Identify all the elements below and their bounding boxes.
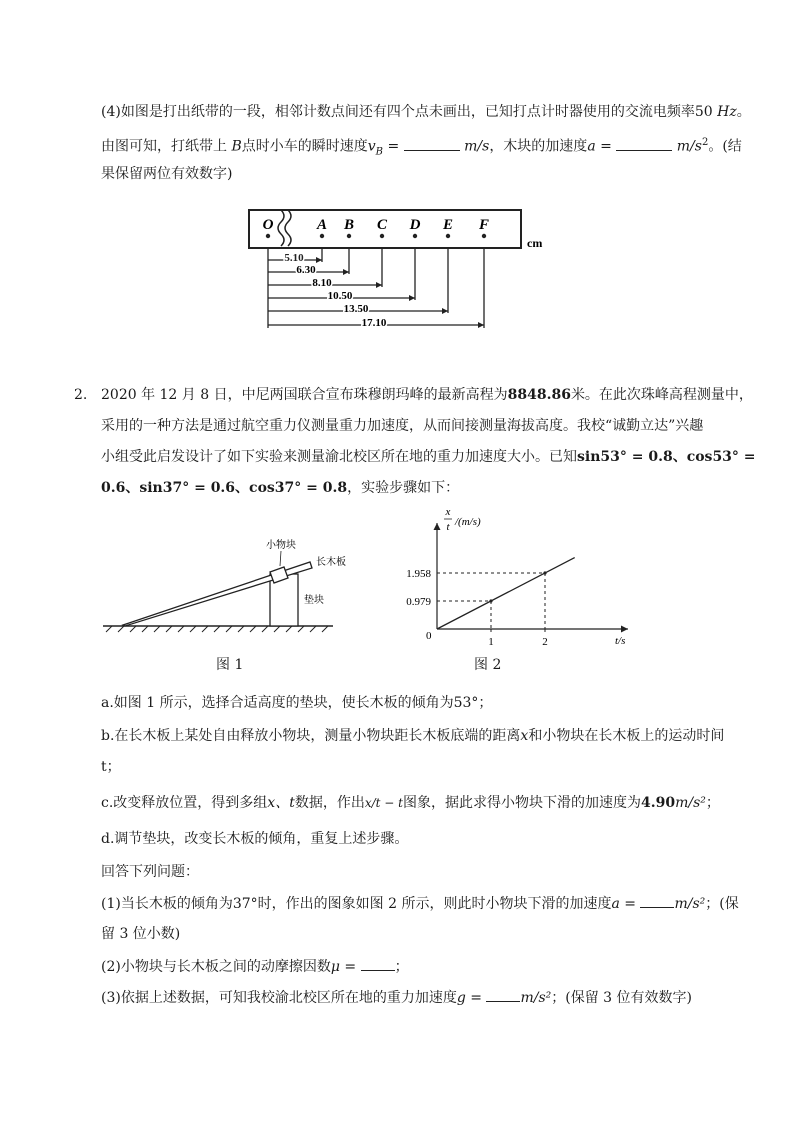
tape-dist-OC: 8.10 (312, 277, 332, 289)
tape-dot-C (380, 234, 384, 238)
fit-line (437, 558, 575, 629)
tape-dot-F (482, 234, 486, 238)
tape-break-mark-2 (285, 210, 291, 246)
step-d: d.调节垫块，改变长木板的倾角，重复上述步骤。 (101, 831, 409, 847)
block-label: 小物块 (266, 540, 296, 551)
board-label: 长木板 (316, 557, 346, 568)
part4-line2: 由图可知，打纸带上 B点时小车的瞬时速度$v_B = m/s$，木块的加速度$a = m/s^2$。(结 (101, 137, 742, 158)
tape-dist-OF: 17.10 (361, 317, 387, 329)
x-tick-label-1: 1 (488, 636, 494, 648)
tape-dist-OB: 6.30 (296, 264, 316, 276)
questions-intro: 回答下列问题： (101, 864, 199, 880)
y-label-numerator: x (445, 506, 451, 518)
answer-blank-accel-37[interactable] (640, 893, 674, 908)
pad-label: 垫块 (304, 595, 324, 606)
figure-1-incline (98, 528, 346, 638)
y-tick-label-1: 0.979 (406, 596, 431, 609)
tape-point-F: F (478, 217, 490, 233)
x-label: t/s (615, 635, 626, 647)
tape-dot-O (266, 234, 270, 238)
paper-tape-figure (248, 208, 568, 332)
tape-break-mark (278, 210, 284, 246)
tape-dot-A (320, 234, 324, 238)
answer-blank-vb[interactable] (404, 136, 460, 151)
q2-line4: 0.6、sin37° = 0.6、cos37° = 0.8，实验步骤如下： (101, 480, 460, 496)
tape-point-D: D (409, 217, 421, 233)
subquestion-1-line2: 留 3 位小数) (101, 926, 181, 942)
y-tick-label-2: 1.958 (406, 568, 431, 581)
subquestion-1-line1: (1)当长木板的倾角为37°时，作出的图象如图 2 所示，则此时小物块下滑的加速度a = m/s²；(保 (101, 893, 739, 914)
tape-dot-D (413, 234, 417, 238)
tape-unit: cm (527, 236, 543, 250)
tape-dist-OD: 10.50 (327, 290, 353, 302)
question-2-number: 2. (74, 387, 88, 403)
answer-blank-a[interactable] (616, 136, 672, 151)
step-b-line2: t； (101, 759, 121, 775)
figure-1-caption: 图 1 (216, 657, 244, 673)
tape-dist-OE: 13.50 (343, 303, 369, 315)
part4-line1: (4)如图是打出纸带的一段，相邻计数点间还有四个点未画出，已知打点计时器使用的交流电频率50 Hz。 (101, 104, 751, 120)
x-tick-label-2: 2 (542, 636, 548, 648)
subquestion-3: (3)依据上述数据，可知我校渝北校区所在地的重力加速度g = m/s²；(保留 3 位有效数字) (101, 987, 692, 1008)
step-c: c.改变释放位置，得到多组x、t数据，作出x/t − t图象，据此求得小物块下滑的加速度为4.90m/s²； (101, 795, 720, 811)
tape-point-E: E (442, 217, 454, 233)
tape-dot-E (446, 234, 450, 238)
tape-point-A: A (316, 217, 328, 233)
tape-point-B: B (343, 217, 355, 233)
q2-line3: 小组受此启发设计了如下实验来测量渝北校区所在地的重力加速度大小。已知sin53° = 0.8、cos53° = (101, 449, 756, 465)
answer-blank-mu[interactable] (361, 956, 395, 971)
tape-dist-OA: 5.10 (284, 252, 304, 264)
figure-2-caption: 图 2 (474, 657, 502, 673)
q2-line1: 2020 年 12 月 8 日，中尼两国联合宣布珠穆朗玛峰的最新高程为8848.86米。在此次珠峰高程测量中， (101, 387, 753, 403)
figure-2-chart (360, 505, 650, 655)
answer-blank-g[interactable] (486, 987, 520, 1002)
step-a: a.如图 1 所示，选择合适高度的垫块，使长木板的倾角为53°； (101, 695, 493, 711)
tape-point-O: O (262, 217, 274, 233)
y-label-denominator: t (446, 521, 450, 533)
tape-dot-B (347, 234, 351, 238)
step-b-line1: b.在长木板上某处自由释放小物块，测量小物块距长木板底端的距离x和小物块在长木板上的运动时间 (101, 728, 725, 744)
y-label-unit: /(m/s) (455, 516, 481, 528)
part4-line3: 果保留两位有效数字) (101, 166, 233, 182)
tape-point-C: C (376, 217, 388, 233)
subquestion-2: (2)小物块与长木板之间的动摩擦因数μ = ； (101, 956, 409, 977)
data-point-2 (543, 571, 546, 574)
origin-label: 0 (426, 630, 432, 642)
data-point-1 (489, 599, 492, 602)
q2-line2: 采用的一种方法是通过航空重力仪测量重力加速度，从而间接测量海拔高度。我校“诚勤立达”兴趣 (101, 418, 704, 434)
